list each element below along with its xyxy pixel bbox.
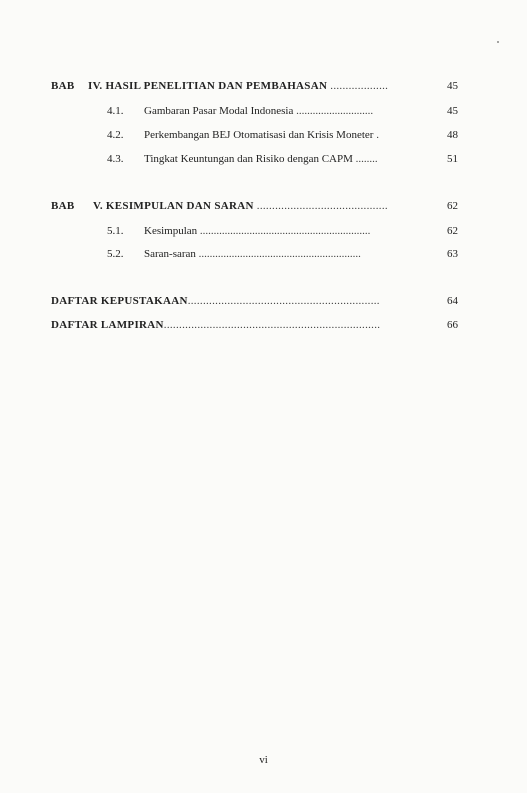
toc-item-5-2[interactable] bbox=[144, 248, 361, 260]
toc-item-5-1[interactable] bbox=[144, 225, 370, 237]
toc-chapter-4-page: 45 bbox=[447, 80, 458, 92]
toc-leader-dots: . bbox=[376, 129, 379, 141]
toc-leader-dots: ........................................... bbox=[256, 200, 388, 212]
toc-leader-dots: ........................................................... bbox=[198, 248, 361, 260]
toc-item-title: Tingkat Keuntungan dan Risiko dengan CAPM bbox=[144, 153, 353, 165]
toc-appendix-page: 66 bbox=[447, 319, 458, 331]
toc-item-5-2-number: 5.2. bbox=[107, 248, 124, 260]
toc-bibliography-page: 64 bbox=[447, 295, 458, 307]
toc-leader-dots: ............................................................... bbox=[187, 295, 380, 307]
toc-item-title: Kesimpulan bbox=[144, 225, 198, 237]
toc-item-4-3-number: 4.3. bbox=[107, 153, 124, 165]
toc-item-5-1-number: 5.1. bbox=[107, 225, 124, 237]
toc-item-4-1-number: 4.1. bbox=[107, 105, 124, 117]
toc-item-title: Gambaran Pasar Modal Indonesia bbox=[144, 105, 294, 117]
toc-item-4-2-page: 48 bbox=[447, 129, 458, 141]
toc-chapter-5-label: BAB bbox=[51, 200, 75, 212]
toc-item-4-1[interactable] bbox=[144, 105, 373, 117]
toc-chapter-5-title: V. KESIMPULAN DAN SARAN bbox=[93, 200, 254, 212]
toc-bibliography-entry[interactable] bbox=[51, 295, 380, 307]
page-number: vi bbox=[259, 754, 268, 766]
toc-item-title: Saran-saran bbox=[144, 248, 196, 260]
toc-appendix-entry[interactable] bbox=[51, 319, 380, 331]
toc-item-5-1-page: 62 bbox=[447, 225, 458, 237]
scan-speck bbox=[497, 41, 499, 43]
toc-item-5-2-page: 63 bbox=[447, 248, 458, 260]
toc-bibliography-title: DAFTAR KEPUSTAKAAN bbox=[51, 295, 188, 307]
toc-item-4-2[interactable] bbox=[144, 129, 379, 141]
toc-leader-dots: ................... bbox=[330, 80, 389, 92]
toc-item-4-2-number: 4.2. bbox=[107, 129, 124, 141]
toc-leader-dots: ....................................................................... bbox=[163, 319, 381, 331]
toc-chapter-4-entry[interactable] bbox=[88, 80, 388, 92]
toc-chapter-5-entry[interactable] bbox=[93, 200, 388, 212]
toc-item-4-1-page: 45 bbox=[447, 105, 458, 117]
toc-item-4-3[interactable] bbox=[144, 153, 378, 165]
toc-leader-dots: ........ bbox=[355, 153, 378, 165]
toc-chapter-4-label: BAB bbox=[51, 80, 75, 92]
toc-chapter-4-title: IV. HASIL PENELITIAN DAN PEMBAHASAN bbox=[88, 80, 328, 92]
toc-leader-dots: .............................................................. bbox=[199, 225, 371, 237]
toc-item-title: Perkembangan BEJ Otomatisasi dan Krisis Moneter bbox=[144, 129, 374, 141]
toc-appendix-title: DAFTAR LAMPIRAN bbox=[51, 319, 164, 331]
toc-chapter-5-page: 62 bbox=[447, 200, 458, 212]
toc-item-4-3-page: 51 bbox=[447, 153, 458, 165]
toc-leader-dots: ............................ bbox=[296, 105, 374, 117]
